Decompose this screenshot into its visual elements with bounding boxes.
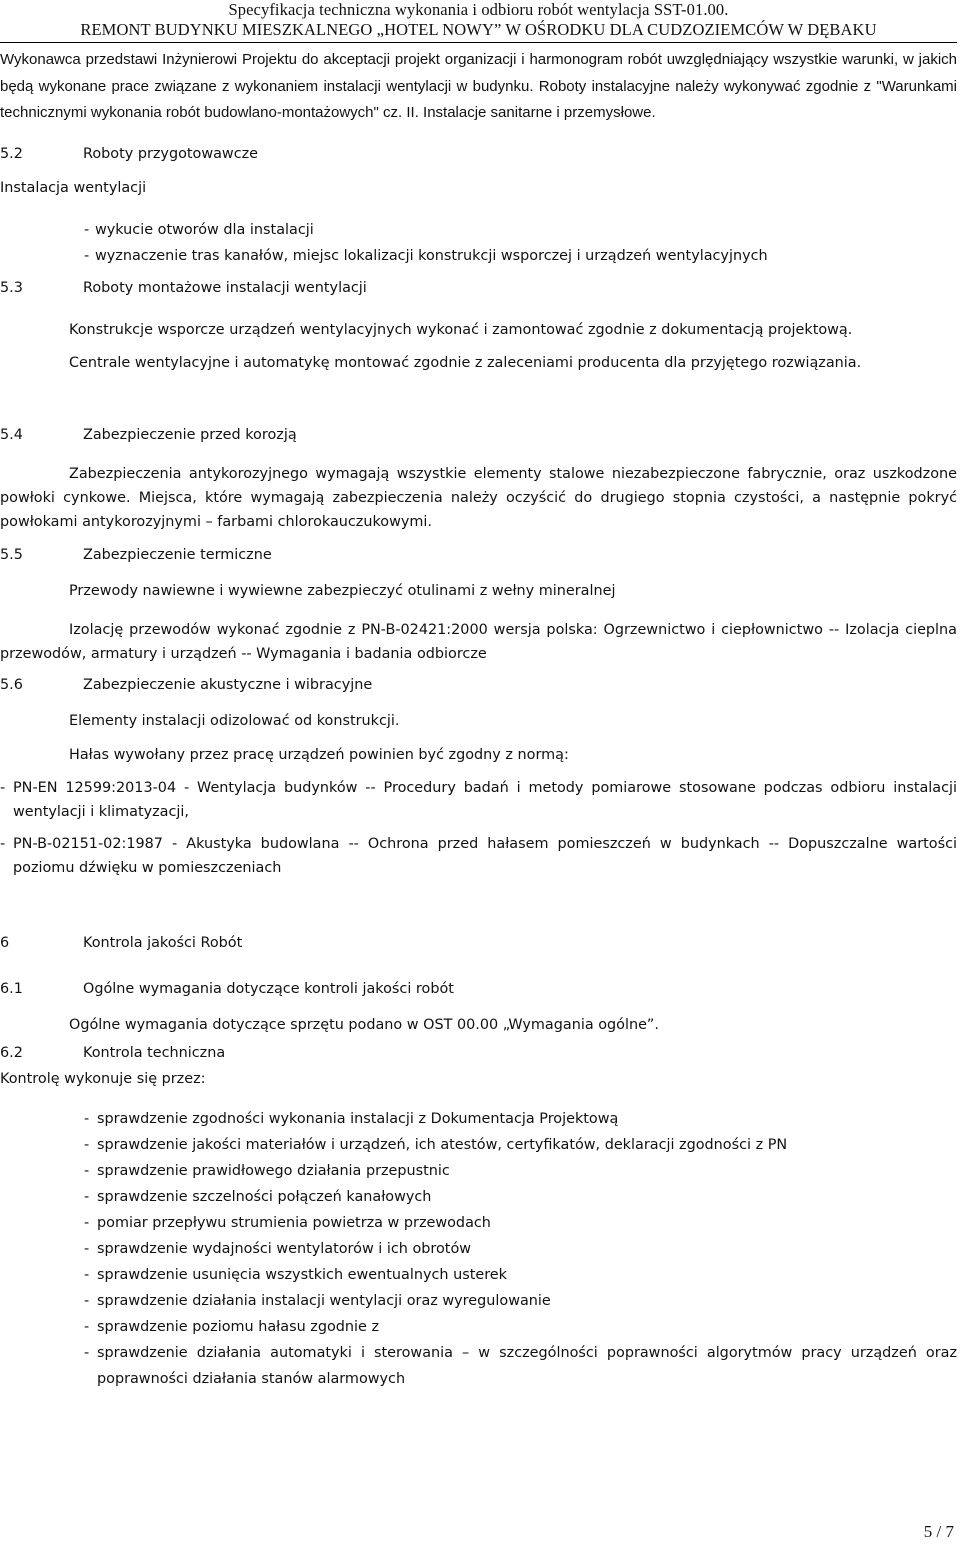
section-title: Zabezpieczenie przed korozją — [83, 426, 297, 443]
header-title: Specyfikacja techniczna wykonania i odbioru robót wentylacja SST-01.00. — [228, 0, 729, 19]
section-number: 5.2 — [0, 145, 23, 162]
section-number: 5.6 — [0, 676, 23, 693]
section-title: Zabezpieczenie termiczne — [83, 546, 272, 563]
list-item: - sprawdzenie wydajności wentylatorów i ich obrotów — [0, 1236, 957, 1262]
section-5-2-heading — [0, 141, 957, 167]
intro-paragraph: Wykonawca przedstawi Inżynierowi Projektu do akceptacji projekt organizacji i harmonogram robót uwzględniający wszystkie warunki, w jakich będą wykonane prace związane z wykonaniem instalacji wentylacji w budynku. Roboty instalacyjne należy wykonywać zgodnie z "Warunkami technicznymi wykonania robót budowlano-montażowych" cz. II. Instalacje sanitarne i przemysłowe. — [0, 51, 957, 121]
list-item: - sprawdzenie działania automatyki i sterowania – w szczególności poprawności algorytmów pracy urządzeń oraz poprawności działania stanów alarmowych — [0, 1340, 957, 1392]
section-5-3-paragraph: Konstrukcje wsporcze urządzeń wentylacyjnych wykonać i zamontować zgodnie z dokumentacją projektową. — [69, 321, 853, 338]
list-item: - sprawdzenie usunięcia wszystkich ewentualnych usterek — [0, 1262, 957, 1288]
section-5-4-heading — [0, 422, 957, 448]
list-item: - wykucie otworów dla instalacji — [0, 217, 957, 243]
section-title: Ogólne wymagania dotyczące kontroli jakości robót — [83, 980, 454, 997]
section-5-5-paragraph: Izolację przewodów wykonać zgodnie z PN-B-02421:2000 wersja polska: Ogrzewnictwo i ciepłownictwo -- Izolacja cieplna przewodów, armatury i urządzeń -- Wymagania i badania odbiorcze — [0, 621, 957, 662]
section-5-3-heading — [0, 275, 957, 301]
section-title: Zabezpieczenie akustyczne i wibracyjne — [83, 676, 373, 693]
list-item: - sprawdzenie prawidłowego działania przepustnic — [0, 1158, 957, 1184]
section-5-6-heading — [0, 672, 957, 698]
section-number: 6.2 — [0, 1044, 23, 1061]
section-number: 5.4 — [0, 426, 23, 443]
list-item: - sprawdzenie działania instalacji wentylacji oraz wyregulowanie — [0, 1288, 957, 1314]
header-divider — [0, 42, 957, 43]
section-5-5-paragraph: Przewody nawiewne i wywiewne zabezpieczyć otulinami z wełny mineralnej — [69, 582, 616, 599]
section-6-2-heading — [0, 1040, 957, 1066]
section-6-1-heading — [0, 976, 957, 1002]
section-5-2-subtitle: Instalacja wentylacji — [0, 179, 147, 196]
section-5-6-paragraph: Hałas wywołany przez pracę urządzeń powinien być zgodny z normą: — [69, 746, 569, 763]
page-number: 5 / 7 — [923, 1522, 954, 1541]
list-item: - PN-EN 12599:2013-04 - Wentylacja budynków -- Procedury badań i metody pomiarowe stosowane podczas odbioru instalacji wentylacji i klimatyzacji, — [0, 776, 957, 824]
list-item: - wyznaczenie tras kanałów, miejsc lokalizacji konstrukcji wsporczej i urządzeń wentylacyjnych — [0, 243, 957, 269]
section-number: 5.3 — [0, 279, 23, 296]
section-title: Roboty montażowe instalacji wentylacji — [83, 279, 367, 296]
list-item: - PN-B-02151-02:1987 - Akustyka budowlana -- Ochrona przed hałasem pomieszczeń w budynkach -- Dopuszczalne wartości poziomu dźwięku w pomieszczeniach — [0, 832, 957, 880]
section-6-1-paragraph: Ogólne wymagania dotyczące sprzętu podano w OST 00.00 „Wymagania ogólne”. — [69, 1016, 659, 1033]
section-number: 6 — [0, 934, 10, 951]
section-title: Kontrola techniczna — [83, 1044, 226, 1061]
section-6-2-lead: Kontrolę wykonuje się przez: — [0, 1070, 206, 1087]
section-5-6-paragraph: Elementy instalacji odizolować od konstrukcji. — [69, 712, 400, 729]
list-item: - sprawdzenie poziomu hałasu zgodnie z — [0, 1314, 957, 1340]
list-item: - sprawdzenie jakości materiałów i urządzeń, ich atestów, certyfikatów, deklaracji zgodności z PN — [0, 1132, 957, 1158]
section-title: Kontrola jakości Robót — [83, 934, 243, 951]
section-5-6-standards-list — [0, 776, 957, 880]
section-title: Roboty przygotowawcze — [83, 145, 259, 162]
section-5-3-paragraph: Centrale wentylacyjne i automatykę montować zgodnie z zaleceniami producenta dla przyjętego rozwiązania. — [69, 354, 862, 371]
header-subtitle: REMONT BUDYNKU MIESZKALNEGO „HOTEL NOWY” W OŚRODKU DLA CUDZOZIEMCÓW W DĘBAKU — [80, 20, 877, 39]
list-item: - pomiar przepływu strumienia powietrza w przewodach — [0, 1210, 957, 1236]
list-item: - sprawdzenie zgodności wykonania instalacji z Dokumentacja Projektową — [0, 1106, 957, 1132]
section-5-2-list — [0, 217, 957, 269]
section-6-2-checks-list — [0, 1106, 957, 1392]
section-number: 5.5 — [0, 546, 23, 563]
section-5-4-paragraph: Zabezpieczenia antykorozyjnego wymagają wszystkie elementy stalowe niezabezpieczone fabrycznie, oraz uszkodzone powłoki cynkowe. Miejsca, które wymagają zabezpieczenia należy oczyścić do drugiego stopnia czystości, a następnie pokryć powłokami antykorozyjnymi – farbami chlorokauczukowymi. — [0, 465, 957, 530]
section-number: 6.1 — [0, 980, 23, 997]
section-6-heading — [0, 930, 957, 956]
section-5-5-heading — [0, 542, 957, 568]
list-item: - sprawdzenie szczelności połączeń kanałowych — [0, 1184, 957, 1210]
